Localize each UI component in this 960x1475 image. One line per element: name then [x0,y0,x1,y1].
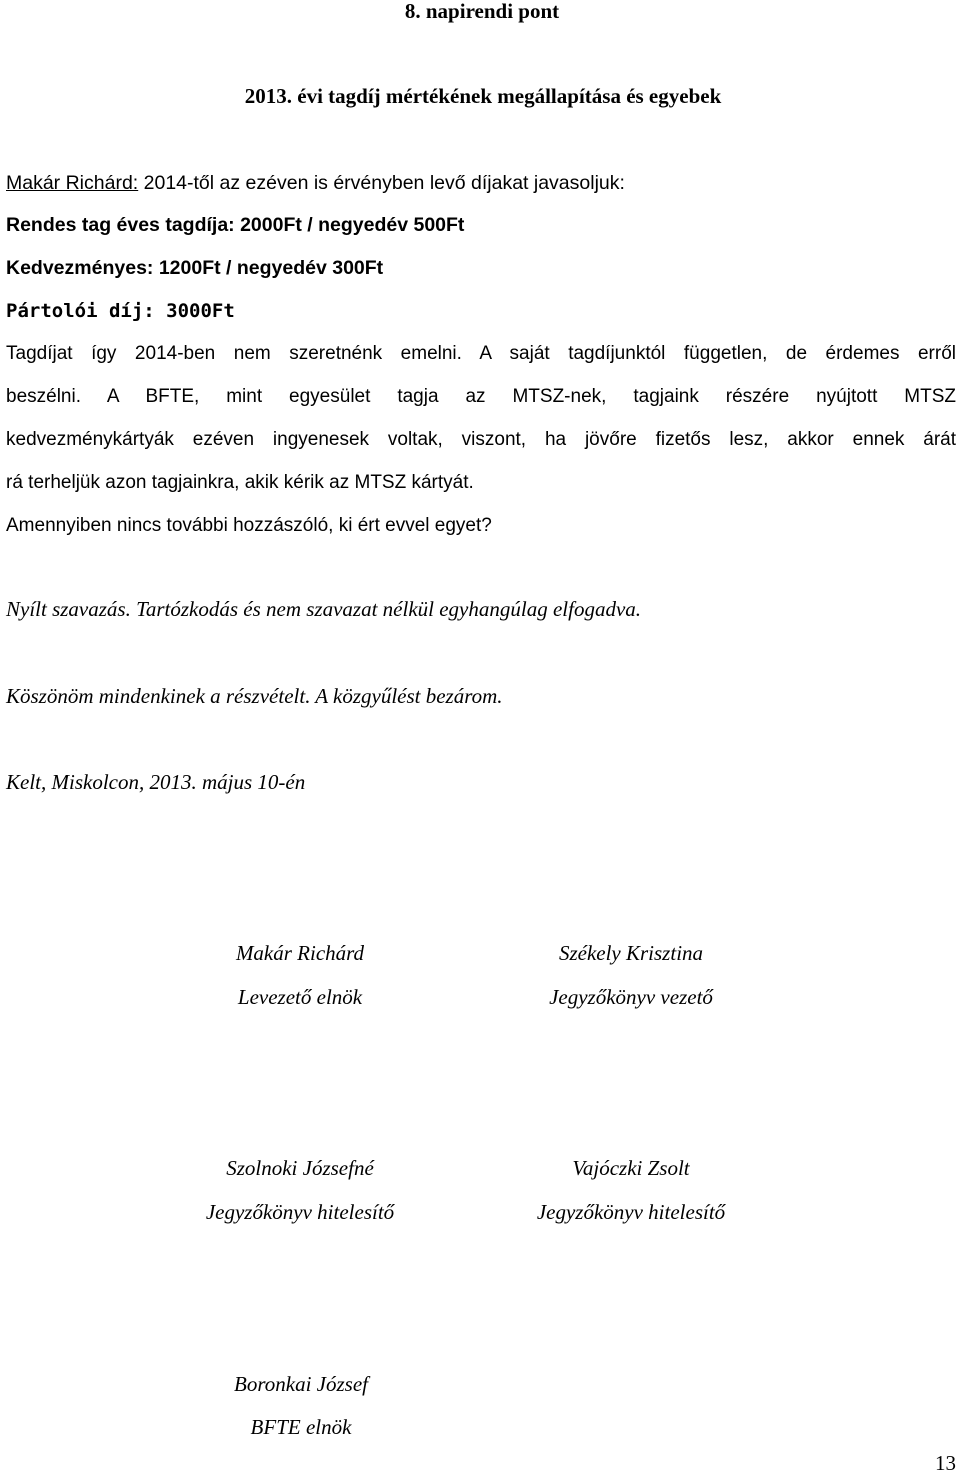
speaker-name: Makár Richárd: [6,172,139,194]
agenda-point-heading: 8. napirendi pont [404,0,560,23]
signature-name: Makár Richárd [235,941,365,965]
section-title: 2013. évi tagdíj mértékének megállapítása és egyebek [244,84,722,108]
signature-role: Levezető elnök [237,985,363,1009]
question: Amennyiben nincs további hozzászóló, ki ért evvel egyet? [6,515,492,536]
signature-name: Szolnoki Józsefné [226,1156,374,1180]
page-number: 13 [935,1451,956,1475]
signature-name: Vajóczki Zsolt [572,1156,690,1180]
vote-result: Nyílt szavazás. Tartózkodás és nem szavazat nélkül egyhangúlag elfogadva. [6,597,642,621]
paragraph-line-3: kedvezménykártyák ezéven ingyenesek voltak, viszont, ha jövőre fizetős lesz, akkor ennek árát [6,429,956,450]
signature-role: BFTE elnök [250,1415,352,1439]
fee-discount: Kedvezményes: 1200Ft / negyedév 300Ft [6,257,384,279]
speaker-line [6,171,625,195]
date-place: Kelt, Miskolcon, 2013. május 10-én [6,770,306,794]
signature-role: Jegyzőkönyv hitelesítő [536,1200,726,1224]
paragraph-line-4: rá terheljük azon tagjainkra, akik kérik az MTSZ kártyát. [6,472,474,493]
closing-statement: Köszönöm mindenkinek a részvételt. A közgyűlést bezárom. [6,684,503,708]
paragraph-line-2: beszélni. A BFTE, mint egyesület tagja az MTSZ-nek, tagjaink részére nyújtott MTSZ [6,386,956,407]
signature-name: Boronkai József [234,1372,368,1396]
signature-role: Jegyzőkönyv vezető [549,985,713,1009]
fee-regular: Rendes tag éves tagdíja: 2000Ft / negyedév 500Ft [6,214,465,236]
signature-name: Székely Krisztina [558,941,704,965]
signature-role: Jegyzőkönyv hitelesítő [205,1200,395,1224]
paragraph-line-1: Tagdíjat így 2014-ben nem szeretnénk emelni. A saját tagdíjunktól független, de érdemes erről [6,343,956,364]
fee-supporter: Pártolói díj: 3000Ft [6,300,235,322]
speaker-text: 2014-től az ezéven is érvényben levő díjakat javasoljuk: [138,172,625,194]
